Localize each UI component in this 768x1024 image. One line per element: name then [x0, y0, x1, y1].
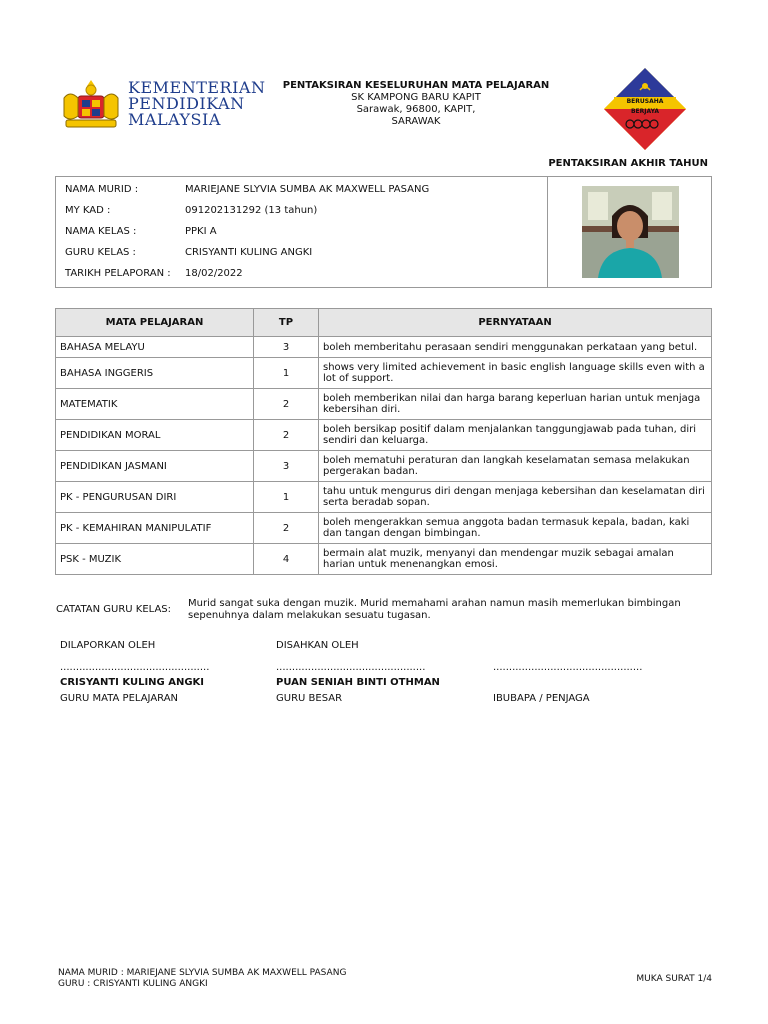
statement-cell: bermain alat muzik, menyanyi dan mendengar muzik sebagai amalan harian untuk menenangkan emosi. [319, 544, 712, 575]
tp-cell: 1 [254, 358, 319, 389]
school-logo-motto: BERUSAHA BERJAYA [614, 97, 676, 107]
table-row [56, 513, 712, 544]
approved-by-label: DISAHKAN OLEH [276, 640, 359, 651]
class-name-value: PPKI A [185, 226, 217, 237]
report-date-value: 18/02/2022 [185, 268, 243, 279]
statement-cell: boleh bersikap positif dalam menjalankan tanggungjawab pada tuhan, diri sendiri dan keluarga. [319, 420, 712, 451]
ministry-line-1: KEMENTERIAN [128, 78, 266, 97]
table-row [56, 337, 712, 358]
statement-cell: boleh mematuhi peraturan dan langkah keselamatan semasa melakukan pergerakan badan. [319, 451, 712, 482]
table-row [56, 420, 712, 451]
ministry-line-3: MALAYSIA [128, 110, 221, 129]
statement-cell: boleh memberikan nilai dan harga barang keperluan harian untuk menjaga kebersihan diri. [319, 389, 712, 420]
info-box-divider [547, 176, 548, 288]
tp-cell: 3 [254, 451, 319, 482]
report-date-label: TARIKH PELAPORAN : [65, 268, 171, 279]
school-logo [602, 66, 688, 152]
head-signature-line: ............................................... [276, 662, 426, 673]
student-photo-image [582, 186, 679, 278]
header-statement: PERNYATAAN [319, 309, 712, 337]
subject-cell: PSK - MUZIK [56, 544, 254, 575]
table-header-row [56, 309, 712, 337]
statement-cell: boleh memberitahu perasaan sendiri menggunakan perkataan yang betul. [319, 337, 712, 358]
teacher-note-label: CATATAN GURU KELAS: [56, 604, 172, 615]
parent-signature-line: ............................................... [493, 662, 643, 673]
grades-table [55, 308, 712, 575]
subject-cell: PK - PENGURUSAN DIRI [56, 482, 254, 513]
reported-by-label: DILAPORKAN OLEH [60, 640, 156, 651]
table-row [56, 482, 712, 513]
school-address-line2: SARAWAK [391, 116, 441, 127]
footer-teacher-name: GURU : CRISYANTI KULING ANGKI [58, 979, 208, 989]
statement-cell: tahu untuk mengurus diri dengan menjaga kebersihan dan keselamatan diri serta beradab sopan. [319, 482, 712, 513]
parent-role: IBUBAPA / PENJAGA [493, 693, 590, 704]
mykad-value: 091202131292 (13 tahun) [185, 205, 318, 216]
subject-cell: PENDIDIKAN JASMANI [56, 451, 254, 482]
tp-cell: 2 [254, 389, 319, 420]
student-info-fields [55, 176, 547, 288]
teacher-signature-line: ............................................... [60, 662, 210, 673]
student-name-label: NAMA MURID : [65, 184, 139, 195]
subject-cell: PENDIDIKAN MORAL [56, 420, 254, 451]
footer-info [58, 968, 346, 990]
class-teacher-label: GURU KELAS : [65, 247, 136, 258]
mykad-label: MY KAD : [65, 205, 111, 216]
tp-cell: 4 [254, 544, 319, 575]
subject-cell: MATEMATIK [56, 389, 254, 420]
table-row [56, 389, 712, 420]
report-header [270, 80, 562, 128]
ministry-line-2: PENDIDIKAN [128, 94, 245, 113]
table-row [56, 544, 712, 575]
teacher-name: CRISYANTI KULING ANGKI [60, 677, 205, 688]
statement-cell: boleh mengerakkan semua anggota badan termasuk kepala, badan, kaki dan tangan dengan bimbingan. [319, 513, 712, 544]
subject-cell: BAHASA MELAYU [56, 337, 254, 358]
school-name: SK KAMPONG BARU KAPIT [351, 92, 481, 103]
tp-cell: 2 [254, 420, 319, 451]
school-address-line1: Sarawak, 96800, KAPIT, [356, 104, 476, 115]
header-subject: MATA PELAJARAN [56, 309, 254, 337]
student-name-value: MARIEJANE SLYVIA SUMBA AK MAXWELL PASANG [185, 184, 430, 195]
coat-of-arms-icon [56, 76, 126, 132]
statement-cell: shows very limited achievement in basic english language skills even with a lot of support. [319, 358, 712, 389]
class-teacher-value: CRISYANTI KULING ANGKI [185, 247, 313, 258]
subject-cell: PK - KEMAHIRAN MANIPULATIF [56, 513, 254, 544]
header-tp: TP [254, 309, 319, 337]
footer-student-name: NAMA MURID : MARIEJANE SLYVIA SUMBA AK MAXWELL PASANG [58, 968, 347, 978]
table-row [56, 451, 712, 482]
headmaster-name: PUAN SENIAH BINTI OTHMAN [276, 677, 440, 688]
table-row [56, 358, 712, 389]
ministry-name [128, 80, 265, 128]
report-title: PENTAKSIRAN KESELURUHAN MATA PELAJARAN [282, 80, 550, 91]
tp-cell: 3 [254, 337, 319, 358]
tp-cell: 1 [254, 482, 319, 513]
teacher-role: GURU MATA PELAJARAN [60, 693, 179, 704]
tp-cell: 2 [254, 513, 319, 544]
headmaster-role: GURU BESAR [276, 693, 343, 704]
student-photo [582, 186, 679, 278]
page-number: MUKA SURAT 1/4 [636, 974, 712, 984]
teacher-note-text: Murid sangat suka dengan muzik. Murid memahami arahan namun masih memerlukan bimbingan sepenuhnya dalam melakukan sesuatu tugasan. [188, 598, 681, 621]
subject-cell: BAHASA INGGERIS [56, 358, 254, 389]
assessment-type: PENTAKSIRAN AKHIR TAHUN [548, 158, 708, 169]
class-name-label: NAMA KELAS : [65, 226, 137, 237]
